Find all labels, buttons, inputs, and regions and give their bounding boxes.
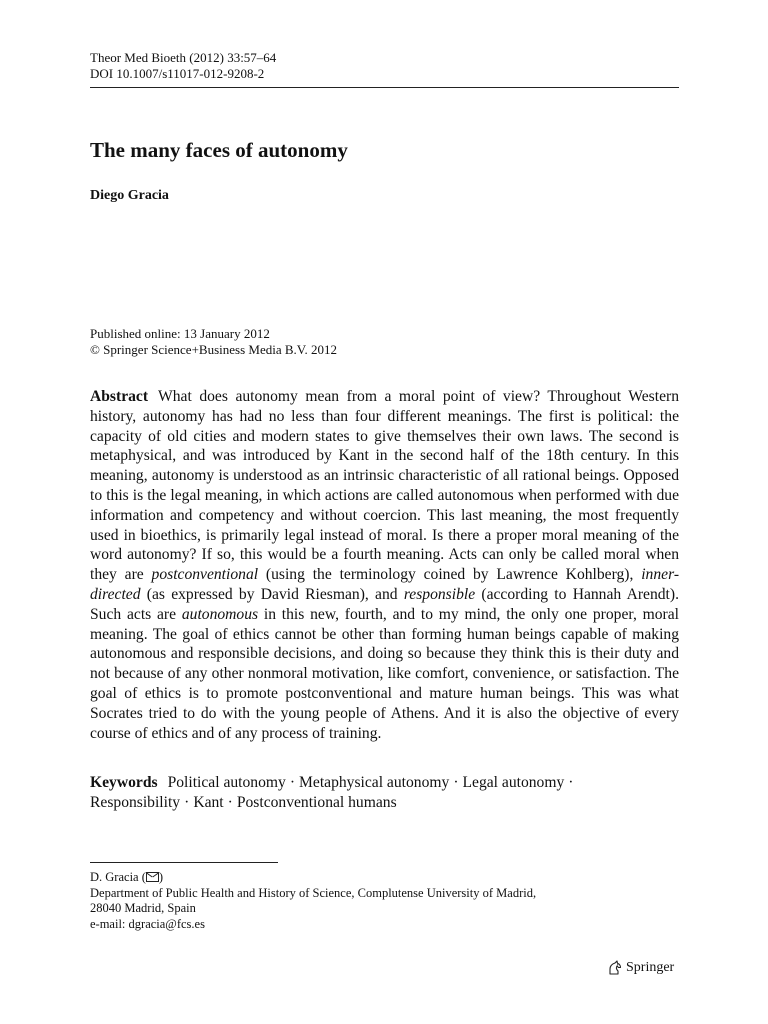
author-footnote <box>90 870 536 932</box>
header-rule <box>90 87 679 88</box>
footnote-rule <box>90 862 278 863</box>
keyword: Responsibility <box>90 793 181 811</box>
abstract <box>90 387 679 743</box>
publisher-logo <box>607 960 674 976</box>
journal-citation: Theor Med Bioeth (2012) 33:57–64 <box>90 50 277 65</box>
corresponding-author <box>90 870 536 886</box>
abstract-emphasis: autonomous <box>181 605 259 623</box>
springer-horse-icon <box>607 960 623 976</box>
keyword: Postconventional humans <box>236 793 397 811</box>
envelope-icon <box>146 872 159 882</box>
author-email: e-mail: dgracia@fcs.es <box>90 916 205 931</box>
keyword: Kant <box>193 793 224 811</box>
journal-header <box>90 50 276 82</box>
abstract-text: (as expressed by David Riesman), and <box>146 585 398 603</box>
abstract-text: What does autonomy mean from a moral point of view? Throughout Western history, autonomy has had no less than four different meanings. The first is political: the capacity of old cities and modern states to give themselves their own laws. The second is metaphysical, and was introduced by Kant in the second half of the 18th century. In this meaning, autonomy is understood as an intrinsic characteristic of all rational beings. Opposed to this is the legal meaning, in which actions are called autonomous when performed with due information and competency and without coercion. This last meaning, the most frequently used in bioethics, is primarily legal instead of moral. Is there a proper moral meaning of the word autonomy? If so, this would be a fourth meaning. Acts can only be called moral when they are <box>90 388 679 584</box>
abstract-emphasis: postconventional <box>151 566 259 584</box>
abstract-emphasis: responsible <box>403 585 476 603</box>
keyword: Political autonomy <box>167 774 286 791</box>
keyword: Metaphysical autonomy <box>299 774 450 791</box>
abstract-text: (using the terminology coined by Lawrence Kohlberg), <box>265 566 634 584</box>
published-date: Published online: 13 January 2012 <box>90 326 270 341</box>
abstract-emphasis: inner-directed <box>90 566 680 603</box>
keyword-separator: · <box>184 793 190 811</box>
doi: DOI 10.1007/s11017-012-9208-2 <box>90 66 265 81</box>
abstract-label: Abstract <box>90 388 149 405</box>
keyword: Legal autonomy <box>462 774 565 791</box>
keyword-separator: · <box>453 774 459 791</box>
keyword-separator: · <box>289 774 296 791</box>
affiliation-line: 28040 Madrid, Spain <box>90 901 196 915</box>
keywords-label: Keywords <box>90 774 158 791</box>
abstract-text: (according to Hannah Arendt). Such acts are <box>90 585 679 623</box>
article-title: The many faces of autonomy <box>90 138 348 162</box>
publisher-name: Springer <box>626 960 675 975</box>
affiliation-line: Department of Public Health and History of Science, Complutense University of Madrid, <box>90 885 537 900</box>
copyright-notice: © Springer Science+Business Media B.V. 2012 <box>90 342 337 357</box>
author-name: Diego Gracia <box>90 188 169 203</box>
footnote-paren: ) <box>158 870 164 884</box>
abstract-text: in this new, fourth, and to my mind, the only one proper, moral meaning. The goal of ethics cannot be other than forming human beings capable of making autonomous and responsible decisions, and doing so because they think this is their duty and not because of any other nonmoral motivation, like comfort, convenience, or satisfaction. The goal of ethics is to promote postconventional and mature human beings. This was what Socrates tried to do with the young people of Athens. And it is also the objective of every course of ethics and of any process of training. <box>90 605 680 742</box>
keyword-separator: · <box>568 774 574 791</box>
keywords <box>90 773 679 813</box>
keyword-separator: · <box>227 793 233 811</box>
publication-info <box>90 326 337 358</box>
footnote-author-name: D. Gracia ( <box>90 870 146 884</box>
